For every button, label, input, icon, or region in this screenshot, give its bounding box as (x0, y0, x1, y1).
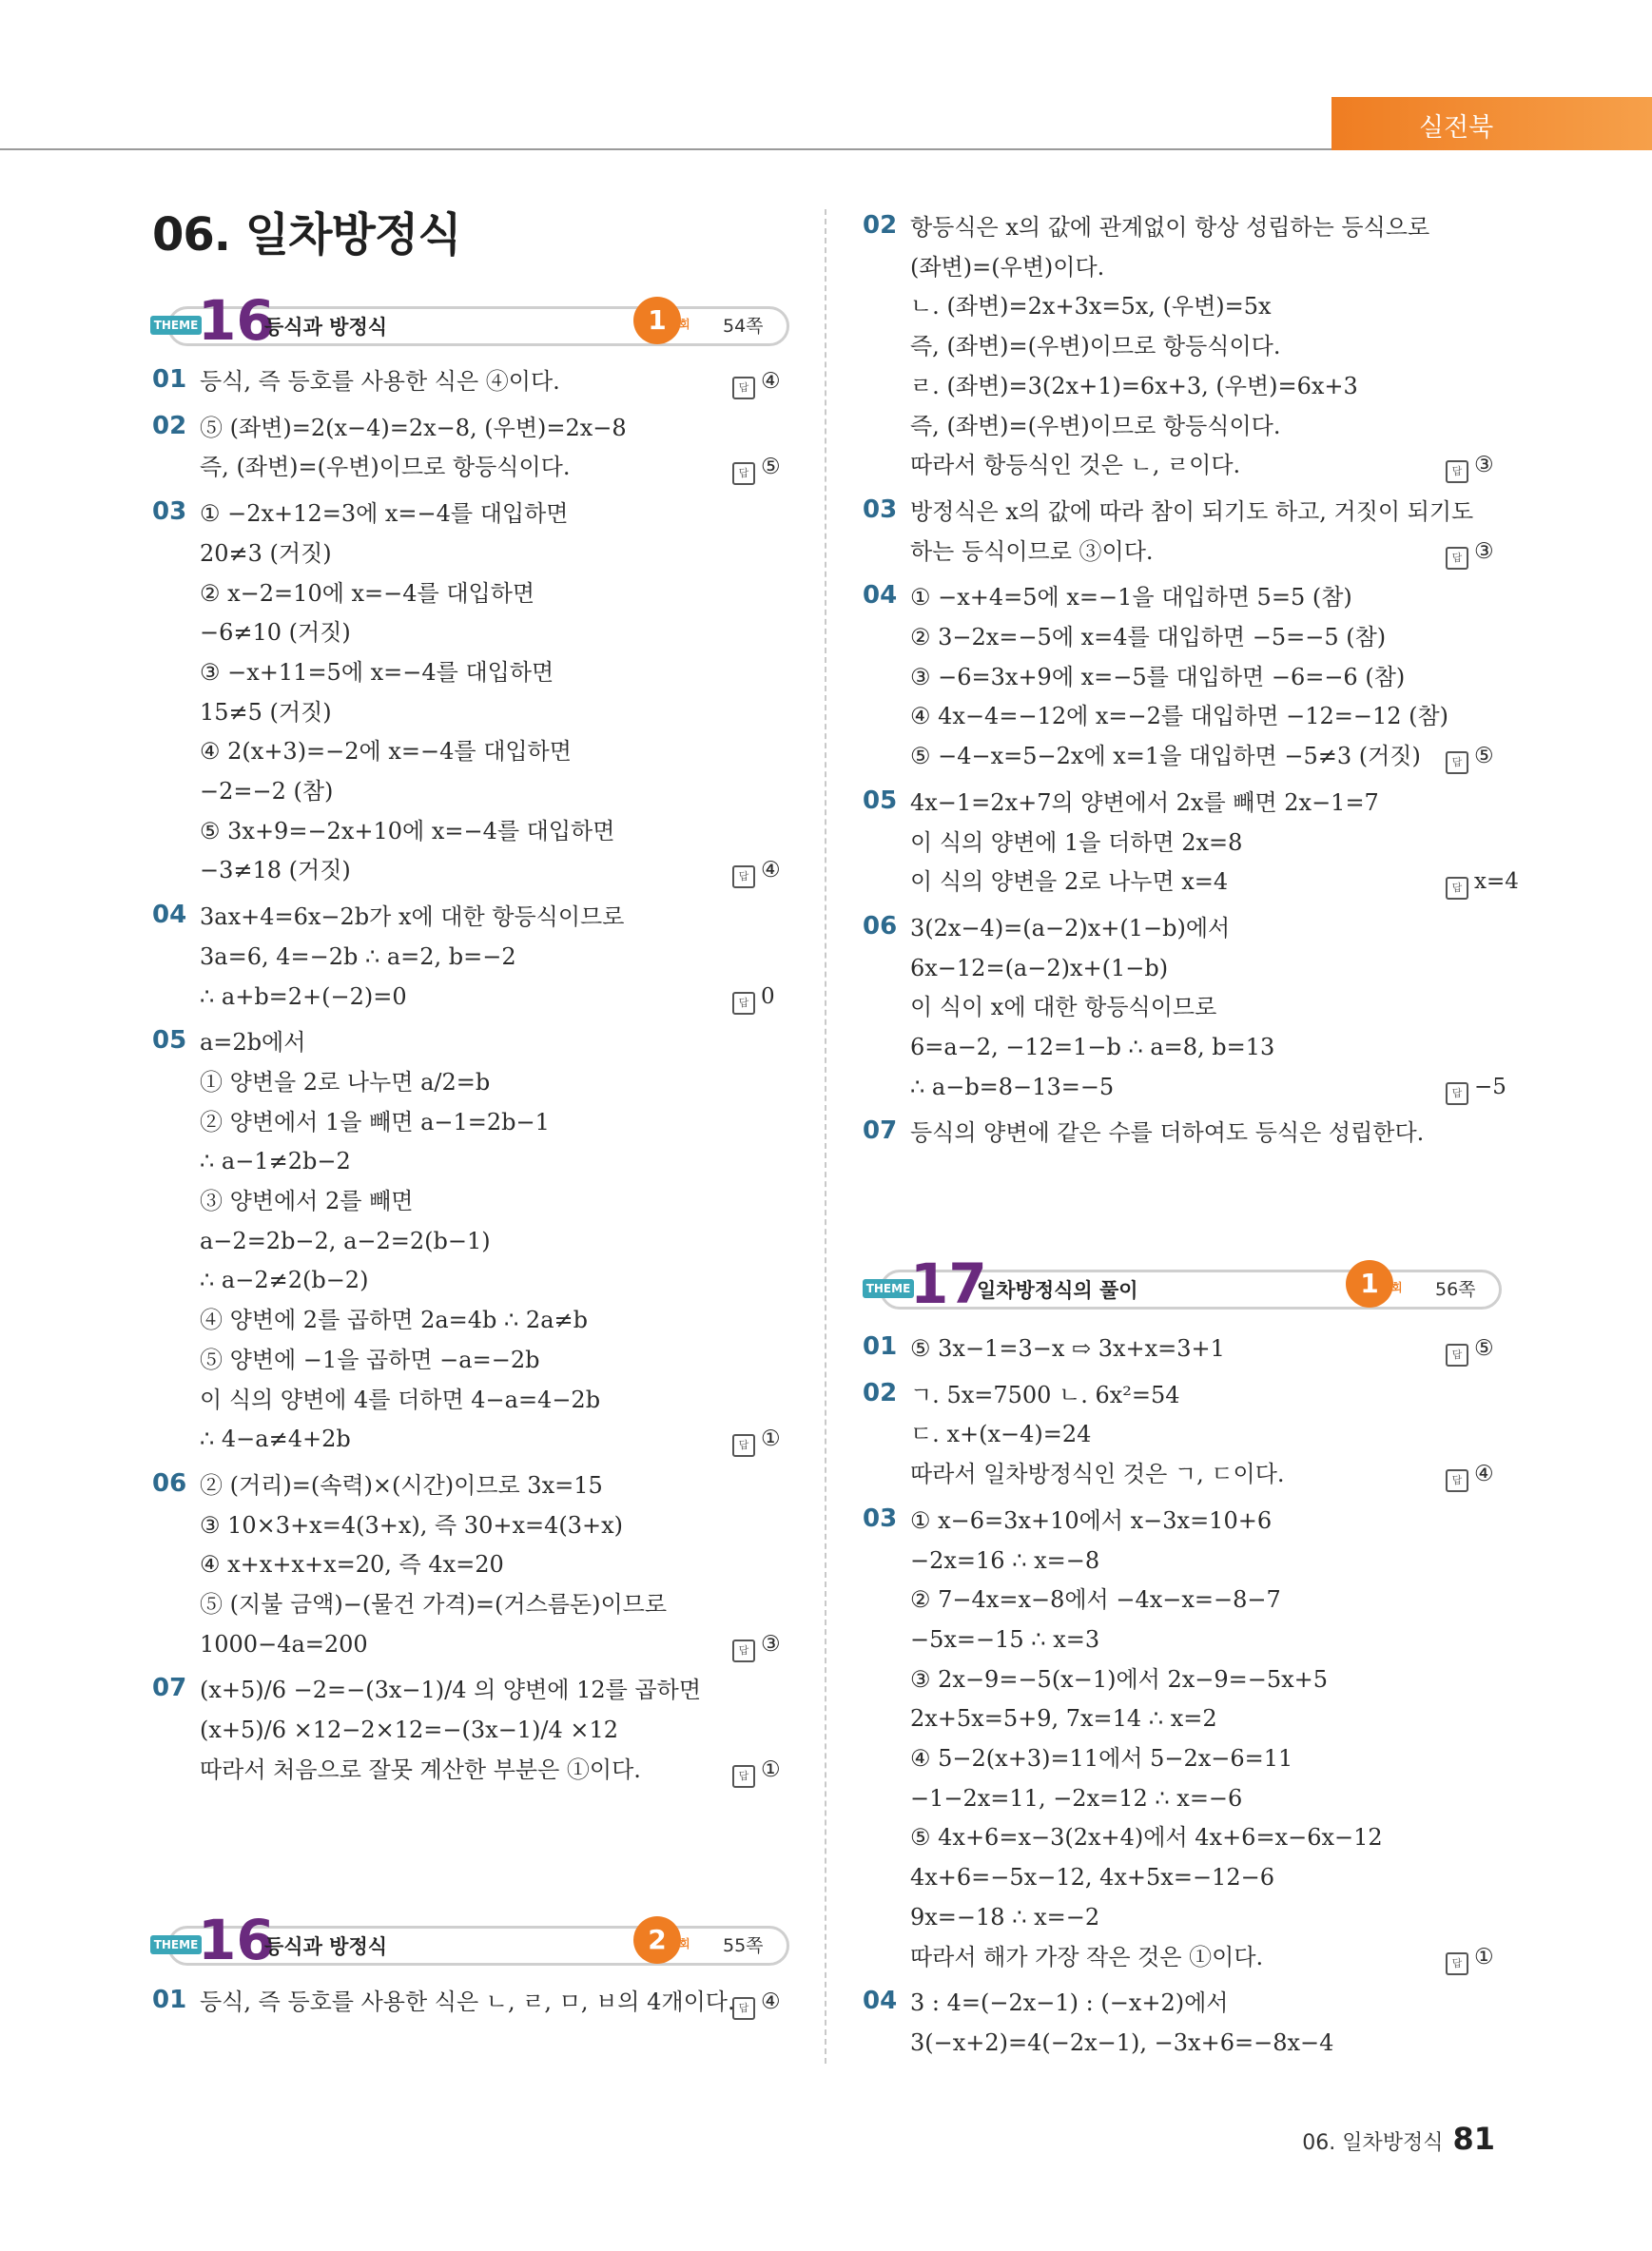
solution-line: 3(2x−4)=(a−2)x+(1−b)에서 (910, 914, 1231, 941)
item-number: 01 (863, 1332, 898, 1361)
answer-mark (732, 856, 781, 888)
solution-line: ② 7−4x=x−8에서 −4x−x=−8−7 (910, 1586, 1281, 1614)
answer-value: 0 (761, 983, 775, 1009)
item-number: 04 (863, 1987, 898, 2016)
solution-line: ③ −6=3x+9에 x=−5를 대입하면 −6=−6 (참) (910, 663, 1406, 690)
solution-line: ㄴ. (좌변)=2x+3x=5x, (우변)=5x (910, 293, 1272, 320)
item-number: 03 (863, 495, 898, 524)
round-badge: 1 (633, 297, 681, 344)
answer-value: ④ (761, 369, 781, 394)
solution-line: ② (거리)=(속력)×(시간)이므로 3x=15 (200, 1471, 603, 1499)
page-ref: 54쪽 (723, 316, 764, 337)
solution-line: 이 식이 x에 대한 항등식이므로 (910, 994, 1217, 1021)
column-divider (825, 209, 826, 2064)
theme-number: 17 (910, 1252, 987, 1316)
solution-line: 20≠3 (거짓) (200, 539, 332, 567)
theme-label: THEME (863, 1279, 914, 1298)
solution-line: ④ 2(x+3)=−2에 x=−4를 대입하면 (200, 738, 572, 766)
solution-line: −2=−2 (참) (200, 778, 334, 805)
solution-line: ① 양변을 2로 나누면 a/2=b (200, 1068, 491, 1096)
solution-line: ∴ a+b=2+(−2)=0 (200, 982, 407, 1010)
solution-line: −6≠10 (거짓) (200, 619, 351, 647)
solution-line: 따라서 항등식인 것은 ㄴ, ㄹ이다. (910, 452, 1241, 479)
answer-icon: 답 (732, 377, 755, 399)
chapter-title: 06. 일차방정식 (152, 208, 461, 262)
solution-line: ∴ a−2≠2(b−2) (200, 1267, 369, 1294)
solution-line: 이 식의 양변에 4를 더하면 4−a=4−2b (200, 1386, 601, 1413)
solution-line: a=2b에서 (200, 1029, 306, 1057)
solution-line: 따라서 일차방정식인 것은 ㄱ, ㄷ이다. (910, 1461, 1285, 1488)
theme-number: 16 (198, 288, 275, 353)
answer-icon: 답 (1446, 1952, 1468, 1975)
answer-value: ① (1474, 1944, 1494, 1970)
answer-value: ⑤ (761, 455, 781, 480)
solution-line: 이 식의 양변에 1을 더하면 2x=8 (910, 828, 1243, 856)
item-number: 01 (152, 1986, 187, 2014)
solution-line: ㄱ. 5x=7500 ㄴ. 6x²=54 (910, 1381, 1180, 1408)
solution-line: ④ x+x+x+x=20, 즉 4x=20 (200, 1551, 504, 1579)
theme-banner-17-1 (863, 1252, 1502, 1317)
solution-line: −3≠18 (거짓) (200, 857, 351, 884)
solution-line: 4x+6=−5x−12, 4x+5x=−12−6 (910, 1864, 1274, 1892)
answer-mark (1446, 537, 1494, 570)
item-number: 01 (152, 365, 187, 394)
item-number: 04 (152, 901, 187, 930)
solution-line: 따라서 처음으로 잘못 계산한 부분은 ①이다. (200, 1756, 641, 1783)
answer-value: ③ (761, 1631, 781, 1657)
solution-line: 항등식은 x의 값에 관계없이 항상 성립하는 등식으로 (910, 214, 1430, 241)
footer-chapter: 06. 일차방정식 (1302, 2131, 1444, 2155)
solution-line: 등식, 즉 등호를 사용한 식은 ㄴ, ㄹ, ㅁ, ㅂ의 4개이다. (200, 1989, 735, 2015)
theme-label: THEME (150, 316, 202, 335)
item-number: 07 (863, 1116, 898, 1146)
theme-title: 등식과 방정식 (264, 316, 388, 339)
item-number: 02 (863, 1378, 898, 1407)
item-number: 06 (152, 1468, 187, 1498)
answer-icon: 답 (1446, 877, 1468, 900)
answer-mark (732, 367, 781, 399)
theme-number: 16 (198, 1908, 275, 1972)
solution-line: 3ax+4=6x−2b가 x에 대한 항등식이므로 (200, 903, 625, 931)
round-suffix: 회 (679, 1937, 690, 1950)
solution-line: ㄹ. (좌변)=3(2x+1)=6x+3, (우변)=6x+3 (910, 372, 1358, 399)
answer-mark (732, 1988, 781, 2020)
answer-icon: 답 (732, 462, 755, 485)
solution-line: ⑤ 4x+6=x−3(2x+4)에서 4x+6=x−6x−12 (910, 1824, 1383, 1852)
answer-icon: 답 (1446, 460, 1468, 483)
answer-mark (732, 1630, 781, 1662)
solution-line: ② 양변에서 1을 빼면 a−1=2b−1 (200, 1108, 550, 1135)
answer-value: −5 (1474, 1074, 1506, 1099)
solution-line: 등식, 즉 등호를 사용한 식은 ④이다. (200, 368, 560, 395)
answer-icon: 답 (732, 992, 755, 1015)
solution-line: ∴ 4−a≠4+2b (200, 1426, 351, 1453)
item-number: 02 (863, 211, 898, 240)
solution-line: 즉, (좌변)=(우변)이므로 항등식이다. (910, 333, 1281, 360)
round-badge: 2 (633, 1916, 681, 1964)
solution-line: 따라서 해가 가장 작은 것은 ①이다. (910, 1943, 1264, 1970)
solution-line: 등식의 양변에 같은 수를 더하여도 등식은 성립한다. (910, 1119, 1425, 1147)
solution-line: ⑤ (좌변)=2(x−4)=2x−8, (우변)=2x−8 (200, 414, 627, 441)
solution-line: ③ 2x−9=−5(x−1)에서 2x−9=−5x+5 (910, 1665, 1329, 1693)
round-suffix: 회 (1391, 1281, 1403, 1294)
theme-label: THEME (150, 1935, 202, 1954)
solution-line: ③ 양변에서 2를 빼면 (200, 1188, 414, 1214)
solution-line: 방정식은 x의 값에 따라 참이 되기도 하고, 거짓이 되기도 (910, 497, 1474, 525)
answer-mark (1446, 867, 1519, 900)
page-number: 81 (1452, 2121, 1495, 2157)
solution-line: ⑤ −4−x=5−2x에 x=1을 대입하면 −5≠3 (거짓) (910, 743, 1421, 770)
solution-line: −5x=−15 ∴ x=3 (910, 1625, 1100, 1653)
theme-title: 등식과 방정식 (264, 1935, 388, 1958)
solution-line: ④ 4x−4=−12에 x=−2를 대입하면 −12=−12 (참) (910, 703, 1449, 730)
solution-line: ④ 양변에 2를 곱하면 2a=4b ∴ 2a≠b (200, 1307, 588, 1334)
solution-line: a−2=2b−2, a−2=2(b−1) (200, 1227, 491, 1254)
solution-line: 2x+5x=5+9, 7x=14 ∴ x=2 (910, 1705, 1217, 1733)
answer-icon: 답 (1446, 1469, 1468, 1492)
theme-banner-16-2 (150, 1908, 789, 1973)
answer-icon: 답 (1446, 1344, 1468, 1367)
answer-mark (1446, 1334, 1494, 1367)
solution-line: (좌변)=(우변)이다. (910, 253, 1105, 281)
answer-value: ① (761, 1426, 781, 1452)
solution-line: ③ 10×3+x=4(3+x), 즉 30+x=4(3+x) (200, 1511, 624, 1539)
answer-mark (732, 982, 775, 1015)
solution-line: ③ −x+11=5에 x=−4를 대입하면 (200, 658, 554, 686)
answer-value: ③ (1474, 453, 1494, 478)
header-tab (1331, 97, 1652, 150)
answer-value: ⑤ (1474, 1336, 1494, 1361)
answer-icon: 답 (1446, 547, 1468, 570)
solution-line: 즉, (좌변)=(우변)이므로 항등식이다. (910, 412, 1281, 439)
answer-mark (1446, 742, 1494, 774)
answer-mark (732, 1756, 781, 1788)
solution-line: ⑤ 3x+9=−2x+10에 x=−4를 대입하면 (200, 817, 615, 844)
solution-line: ∴ a−b=8−13=−5 (910, 1073, 1115, 1100)
solution-line: 3 : 4=(−2x−1) : (−x+2)에서 (910, 1989, 1229, 2017)
solution-line: ∴ a−1≠2b−2 (200, 1148, 351, 1175)
answer-icon: 답 (732, 1434, 755, 1457)
answer-icon: 답 (1446, 1082, 1468, 1105)
solution-line: ④ 5−2(x+3)=11에서 5−2x−6=11 (910, 1745, 1293, 1772)
answer-icon: 답 (732, 1997, 755, 2020)
solution-line: ⑤ 양변에 −1을 곱하면 −a=−2b (200, 1346, 540, 1373)
answer-mark (1446, 1460, 1494, 1492)
solution-line: 6x−12=(a−2)x+(1−b) (910, 954, 1169, 981)
round-badge: 1 (1346, 1260, 1393, 1308)
answer-value: ⑤ (1474, 744, 1494, 769)
item-number: 03 (863, 1504, 898, 1533)
solution-line: (x+5)/6 −2=−(3x−1)/4 의 양변에 12를 곱하면 (200, 1677, 702, 1704)
answer-mark (1446, 451, 1494, 483)
theme-title: 일차방정식의 풀이 (977, 1279, 1138, 1302)
solution-line: 3a=6, 4=−2b ∴ a=2, b=−2 (200, 942, 516, 970)
solution-line: ② 3−2x=−5에 x=4를 대입하면 −5=−5 (참) (910, 624, 1387, 650)
item-number: 05 (863, 786, 898, 815)
answer-value: x=4 (1474, 869, 1519, 895)
answer-value: ③ (1474, 538, 1494, 564)
answer-mark (732, 453, 781, 485)
solution-line: 하는 등식이므로 ③이다. (910, 537, 1154, 565)
solution-line: 1000−4a=200 (200, 1630, 368, 1658)
solution-line: ② x−2=10에 x=−4를 대입하면 (200, 579, 535, 607)
solution-line: 9x=−18 ∴ x=−2 (910, 1903, 1100, 1931)
item-number: 05 (152, 1026, 187, 1056)
header-tab-label: 실전북 (1419, 113, 1494, 143)
item-number: 06 (863, 911, 898, 941)
solution-line: ㄷ. x+(x−4)=24 (910, 1421, 1092, 1448)
item-number: 02 (152, 411, 187, 440)
item-number: 03 (152, 497, 187, 527)
theme-banner-16-1 (150, 288, 789, 354)
solution-line: 이 식의 양변을 2로 나누면 x=4 (910, 868, 1229, 896)
solution-line: 6=a−2, −12=1−b ∴ a=8, b=13 (910, 1034, 1275, 1060)
item-number: 07 (152, 1674, 187, 1703)
solution-line: 15≠5 (거짓) (200, 698, 332, 726)
answer-mark (732, 1425, 781, 1457)
item-number: 04 (863, 581, 898, 611)
solution-line: ① −2x+12=3에 x=−4를 대입하면 (200, 500, 569, 528)
answer-mark (1446, 1073, 1506, 1105)
solution-line: ① x−6=3x+10에서 x−3x=10+6 (910, 1506, 1273, 1534)
page-ref: 56쪽 (1435, 1279, 1476, 1300)
answer-value: ① (761, 1756, 781, 1782)
solution-line: ① −x+4=5에 x=−1을 대입하면 5=5 (참) (910, 584, 1352, 611)
answer-icon: 답 (732, 1640, 755, 1662)
solution-line: ⑤ (지불 금액)−(물건 가격)=(거스름돈)이므로 (200, 1591, 668, 1618)
answer-value: ④ (761, 858, 781, 883)
answer-value: ④ (761, 1989, 781, 2014)
round-suffix: 회 (679, 318, 690, 331)
solution-line: 4x−1=2x+7의 양변에서 2x를 빼면 2x−1=7 (910, 788, 1379, 816)
page-ref: 55쪽 (723, 1935, 764, 1956)
answer-icon: 답 (732, 1765, 755, 1788)
solution-line: 3(−x+2)=4(−2x−1), −3x+6=−8x−4 (910, 2028, 1334, 2056)
answer-icon: 답 (1446, 751, 1468, 774)
solution-line: (x+5)/6 ×12−2×12=−(3x−1)/4 ×12 (200, 1717, 619, 1744)
answer-icon: 답 (732, 865, 755, 888)
solution-line: 즉, (좌변)=(우변)이므로 항등식이다. (200, 454, 571, 481)
solution-line: −2x=16 ∴ x=−8 (910, 1546, 1100, 1574)
solution-line: ⑤ 3x−1=3−x ⇨ 3x+x=3+1 (910, 1335, 1225, 1362)
answer-value: ④ (1474, 1462, 1494, 1487)
page-footer (1302, 2121, 1495, 2157)
answer-mark (1446, 1943, 1494, 1975)
solution-line: −1−2x=11, −2x=12 ∴ x=−6 (910, 1784, 1243, 1812)
